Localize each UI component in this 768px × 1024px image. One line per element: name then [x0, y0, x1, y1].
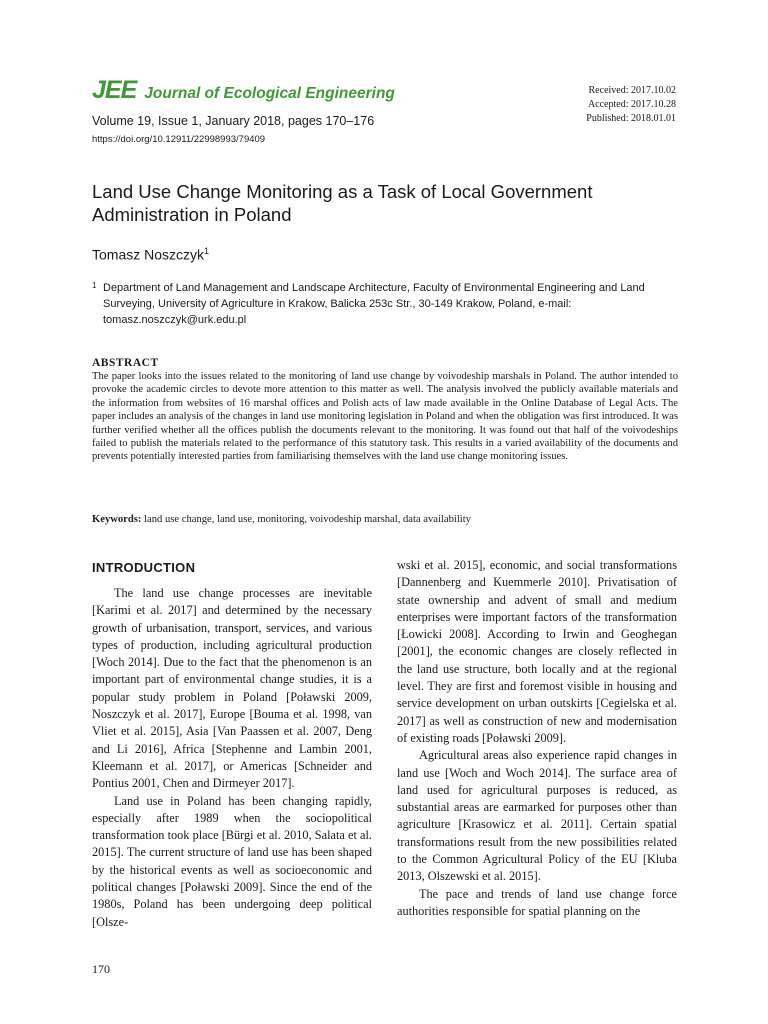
published-date: Published: 2018.01.01	[586, 113, 676, 124]
paragraph: Agricultural areas also experience rapid changes in land use [Woch and Woch 2014]. The surface area of land used for agricultural purposes is reduced, as substantial areas are earmarked for purposes other than agriculture [Krasowicz et al. 2011]. Certain spatial transformations result from the new possibilities related to the Common Agricultural Policy of the EU [Kluba 2013, Olszewski et al. 2015].	[397, 748, 677, 884]
journal-logo	[92, 76, 395, 105]
doi-link[interactable]: https://doi.org/10.12911/22998993/79409	[92, 134, 266, 145]
abstract-heading: ABSTRACT	[92, 357, 159, 369]
page-number: 170	[92, 962, 110, 976]
keywords-text: land use change, land use, monitoring, voivodeship marshal, data availability	[144, 514, 471, 525]
right-column	[397, 557, 677, 920]
keywords-label: Keywords:	[92, 514, 142, 525]
journal-logo-mark: JEE	[92, 76, 137, 104]
affiliation-text: Department of Land Management and Landscape Architecture, Faculty of Environmental Engineering and Land Surveying, University of Agriculture in Krakow, Balicka 253c Str., 30-149 Krakow, Poland, e-mail: tomasz.noszczyk@urk.edu.pl	[103, 282, 645, 326]
left-column	[92, 585, 372, 931]
introduction-heading: INTRODUCTION	[92, 560, 196, 575]
author-affiliation-marker: 1	[204, 246, 210, 256]
paragraph: Land use in Poland has been changing rapidly, especially after 1989 when the sociopolitical transformation took place [Bürgi et al. 2010, Salata et al. 2015]. The current structure of land use has been shaped by the historical events as well as socioeconomic and political changes [Poławski 2009]. Since the end of the 1980s, Poland has been undergoing deep political [Olsze-	[92, 793, 372, 929]
abstract-text: The paper looks into the issues related to the monitoring of land use change by voivodeship marshals in Poland. The author intended to provoke the academic circles to devote more attention to this matter as well. The analysis involved the publicly available materials and the information from websites of 16 marshal offices and Polish acts of law made available in the Online Database of Legal Acts. The paper includes an analysis of the changes in land use monitoring legislation in Poland and when the obligation was first introduced. It was further verified whether all the offices publish the documents relevant to the monitoring. It was found out that half of the voivodeships failed to publish the materials related to the performance of this statutory task. This results in a varied availability of the documents and prevents potentially interested parties from familiarising themselves with the land use change monitoring issues.	[92, 371, 678, 463]
affiliation	[92, 280, 678, 328]
article-dates	[586, 84, 676, 126]
author-line	[92, 246, 209, 263]
paragraph: The pace and trends of land use change force authorities responsible for spatial planning on the	[397, 886, 677, 918]
paragraph: The land use change processes are inevitable [Karimi et al. 2017] and determined by the necessary growth of urbanisation, transport, services, and various types of production, including agricultural production [Woch 2014]. Due to the fact that the phenomenon is an important part of environmental change studies, it is a popular study problem in Poland [Poławski 2009, Noszczyk et al. 2017], Europe [Bouma et al. 1998, van Vliet et al. 2015], Asia [Van Paassen et al. 2007, Deng and Li 2016], Africa [Stephenne and Lambin 2001, Kleemann et al. 2017], or Americas [Schneider and Pontius 2001, Chen and Dirmeyer 2017].	[92, 586, 372, 791]
journal-name: Journal of Ecological Engineering	[144, 85, 395, 102]
author-name: Tomasz Noszczyk	[92, 246, 205, 263]
received-date: Received: 2017.10.02	[588, 85, 676, 96]
volume-info: Volume 19, Issue 1, January 2018, pages 170–176	[92, 114, 375, 128]
accepted-date: Accepted: 2017.10.28	[587, 99, 676, 110]
article-title: Land Use Change Monitoring as a Task of Local Government Administration in Poland	[92, 181, 593, 225]
paragraph: wski et al. 2015], economic, and social transformations [Dannenberg and Kuemmerle 2010]. Privatisation of state ownership and advent of small and medium enterprises were important factors of the transformation [Łowicki 2008]. According to Irwin and Geoghegan [2001], the economic changes are closely reflected in the land use structure, both locally and at the regional level. They are first and foremost visible in housing and service development on urban outskirts [Cegielska et al. 2017] as well as construction of new and modernisation of existing roads [Poławski 2009].	[397, 558, 677, 745]
abstract-section	[92, 356, 678, 464]
keywords	[92, 514, 678, 525]
affiliation-marker: 1	[92, 281, 97, 290]
